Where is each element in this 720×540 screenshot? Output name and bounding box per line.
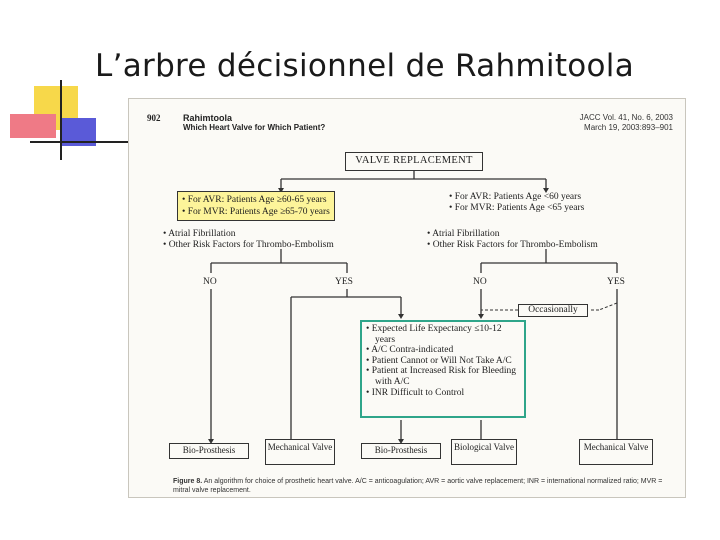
outcome-mechanical-left-label: Mechanical Valve — [267, 442, 333, 452]
right-criteria-mvr: • For MVR: Patients Age <65 years — [449, 203, 584, 214]
right-criteria-avr: • For AVR: Patients Age <60 years — [449, 192, 584, 203]
figure-caption — [173, 477, 673, 495]
left-criteria-mvr: • For MVR: Patients Age ≥65-70 years — [182, 206, 330, 218]
right-yes-label: YES — [607, 277, 625, 287]
right-age-criteria — [449, 192, 584, 214]
deco-vertical-line — [60, 80, 62, 160]
journal-reference: JACC Vol. 41, No. 6, 2003 — [579, 113, 673, 122]
deco-red-square — [10, 114, 56, 138]
journal-date: March 19, 2003:893–901 — [584, 123, 673, 132]
outcome-biological-label: Biological Valve — [453, 442, 515, 452]
outcome-bioprosthesis-left-label: Bio-Prosthesis — [182, 445, 236, 455]
outcome-mechanical-right — [579, 439, 653, 465]
center-item-inr: • INR Difficult to Control — [366, 388, 520, 399]
outcome-mechanical-right-label: Mechanical Valve — [583, 442, 649, 452]
left-no-label: NO — [203, 277, 217, 287]
outcome-mechanical-left — [265, 439, 335, 465]
outcome-bioprosthesis-center-label: Bio-Prosthesis — [374, 445, 428, 455]
root-label: VALVE REPLACEMENT — [355, 155, 473, 166]
center-criteria-box — [360, 320, 526, 418]
left-yes-label: YES — [335, 277, 353, 287]
article-title: Which Heart Valve for Which Patient? — [183, 123, 326, 132]
figure-scan — [128, 98, 686, 498]
center-item-life-expectancy: • Expected Life Expectancy ≤10-12 years — [366, 324, 520, 345]
center-item-ac-contraindicated: • A/C Contra-indicated — [366, 345, 520, 356]
outcome-biological-valve — [451, 439, 517, 465]
left-criteria-avr: • For AVR: Patients Age ≥60-65 years — [182, 194, 330, 206]
root-valve-replacement — [345, 152, 483, 171]
right-no-label: NO — [473, 277, 487, 287]
article-author: Rahimtoola — [183, 113, 233, 123]
outcome-bioprosthesis-left — [169, 443, 249, 459]
page-number: 902 — [147, 113, 161, 123]
caption-label: Figure 8. — [173, 478, 203, 485]
left-risk-thrombo: • Other Risk Factors for Thrombo-Embolism — [163, 240, 334, 251]
right-risk-factors — [427, 229, 598, 251]
left-risk-af: • Atrial Fibrillation — [163, 229, 334, 240]
right-risk-thrombo: • Other Risk Factors for Thrombo-Embolism — [427, 240, 598, 251]
left-risk-factors — [163, 229, 334, 251]
center-item-cannot-take-ac: • Patient Cannot or Will Not Take A/C — [366, 356, 520, 367]
left-age-criteria — [177, 191, 335, 221]
caption-text: An algorithm for choice of prosthetic heart valve. A/C = anticoagulation; AVR = aortic valve replacement; INR = international normalized ratio; MVR = mitral valve replacement. — [173, 478, 663, 494]
right-risk-af: • Atrial Fibrillation — [427, 229, 598, 240]
slide-title: L’arbre décisionnel de Rahmitoola — [95, 48, 635, 84]
occasionally-box: Occasionally — [518, 304, 588, 317]
outcome-bioprosthesis-center — [361, 443, 441, 459]
center-item-bleeding-risk: • Patient at Increased Risk for Bleeding with A/C — [366, 366, 520, 387]
